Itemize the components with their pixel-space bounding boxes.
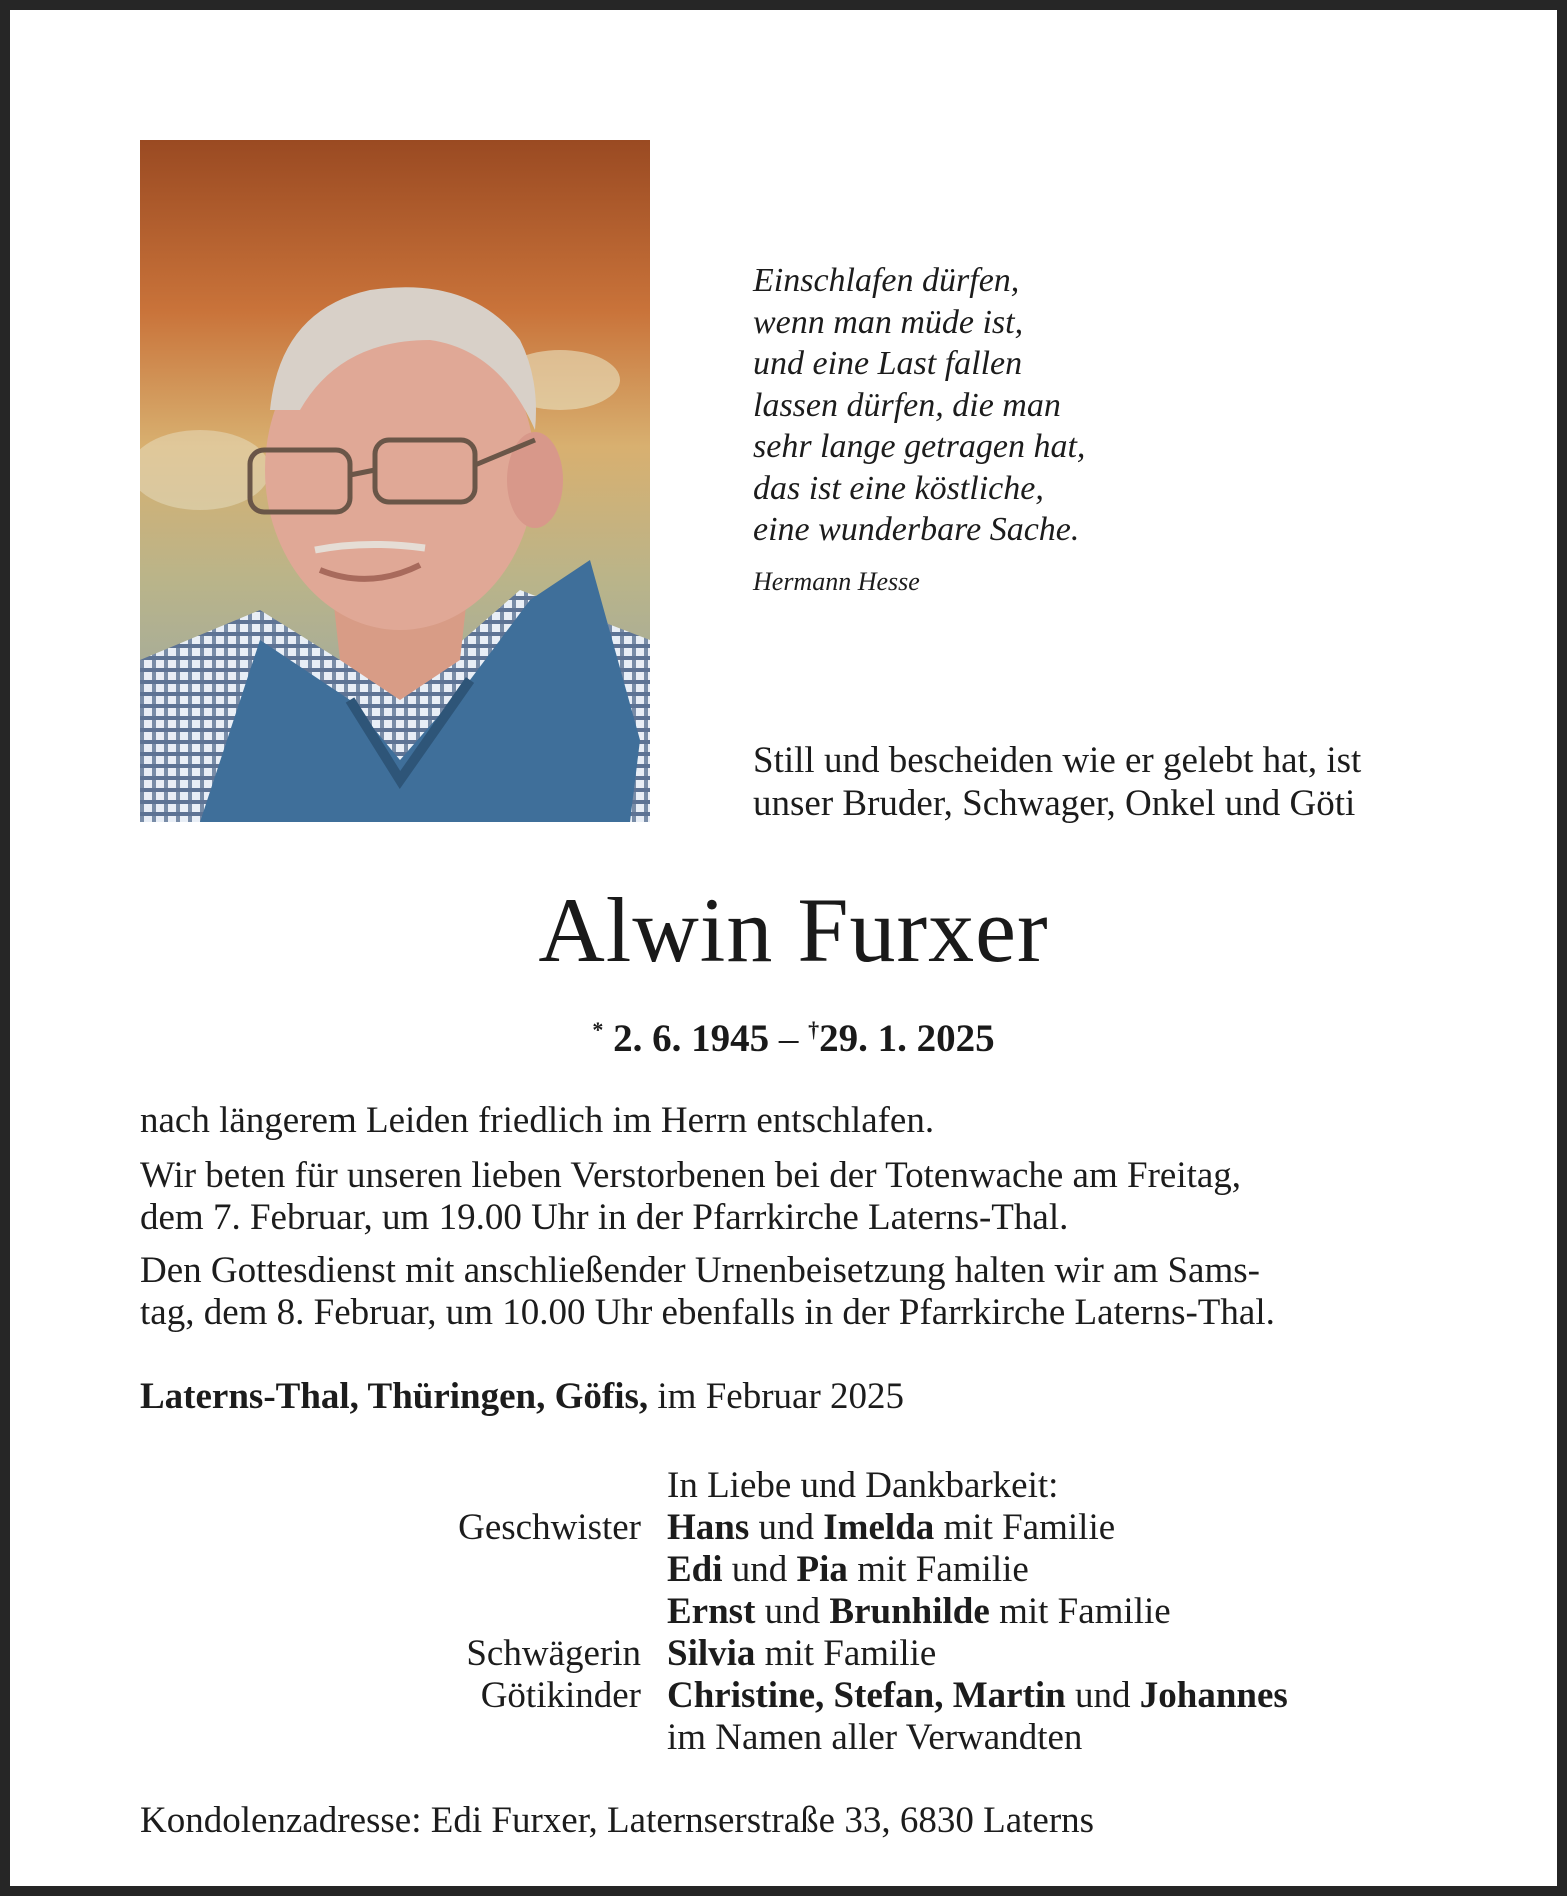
mourner-name: Hans <box>667 1507 750 1548</box>
announcement-line: Den Gottesdienst mit anschließender Urnenbeisetzung halten wir am Sams- <box>140 1250 1260 1291</box>
intro-line: unser Bruder, Schwager, Onkel und Göti <box>753 783 1356 824</box>
announcement-p3 <box>140 1250 1460 1334</box>
condolence-address: Kondolenzadresse: Edi Furxer, Laternserstraße 33, 6830 Laterns <box>140 1800 1095 1841</box>
announcement-line: dem 7. Februar, um 19.00 Uhr in der Pfarrkirche Laterns-Thal. <box>140 1197 1069 1238</box>
mourners-row <box>140 1549 1470 1591</box>
family-suffix: mit Familie <box>755 1633 937 1674</box>
announcement-line: Wir beten für unseren lieben Verstorbenen bei der Totenwache am Freitag, <box>140 1155 1242 1196</box>
family-suffix: mit Familie <box>989 1591 1171 1632</box>
place-and-date <box>140 1375 904 1419</box>
birth-symbol: * <box>592 1017 604 1042</box>
quote-author: Hermann Hesse <box>753 567 920 596</box>
quote-line: und eine Last fallen <box>753 345 1023 382</box>
conjunction: und <box>722 1549 797 1590</box>
quote-line: sehr lange getragen hat, <box>753 428 1086 465</box>
death-symbol: † <box>808 1017 820 1042</box>
family-suffix: mit Familie <box>847 1549 1029 1590</box>
quote-line: Einschlafen dürfen, <box>753 262 1020 299</box>
mourner-names <box>667 1633 1470 1675</box>
mourner-name: Silvia <box>667 1633 756 1674</box>
mourners-heading: In Liebe und Dankbarkeit: <box>667 1465 1059 1506</box>
conjunction: und <box>749 1507 824 1548</box>
place-names: Laterns-Thal, Thüringen, Göfis, <box>140 1376 649 1417</box>
intro-line: Still und bescheiden wie er gelebt hat, ist <box>753 740 1362 781</box>
conjunction: und <box>1065 1675 1140 1716</box>
relation-label: Geschwister <box>458 1507 641 1548</box>
portrait-photo <box>140 140 650 822</box>
birth-date: 2. 6. 1945 <box>613 1017 770 1060</box>
intro-text <box>753 739 1473 825</box>
announcement-p1 <box>140 1100 1460 1142</box>
mourners-row <box>140 1633 1470 1675</box>
mourner-names <box>667 1507 1470 1549</box>
announcement-line: tag, dem 8. Februar, um 10.00 Uhr ebenfalls in der Pfarrkirche Laterns-Thal. <box>140 1292 1275 1333</box>
relation-label: Schwägerin <box>466 1633 641 1674</box>
mourner-name: Christine, Stefan, Martin <box>667 1675 1066 1716</box>
quote-line: das ist eine köstliche, <box>753 469 1044 507</box>
mourner-name: Ernst <box>667 1591 756 1632</box>
mourner-names <box>667 1675 1470 1717</box>
death-date: 29. 1. 2025 <box>819 1017 995 1060</box>
mourner-name: Brunhilde <box>829 1591 990 1632</box>
mourner-name: Johannes <box>1139 1675 1288 1716</box>
quote-line: lassen dürfen, die man <box>753 386 1061 424</box>
mourners-row <box>140 1465 1470 1507</box>
announcement-p2 <box>140 1155 1460 1239</box>
deceased-name: Alwin Furxer <box>538 879 1049 981</box>
date-separator: – <box>778 1017 799 1060</box>
mourners-row <box>140 1717 1470 1759</box>
date-text: im Februar 2025 <box>648 1376 905 1417</box>
life-dates <box>10 1005 1567 1064</box>
mourners-row <box>140 1675 1470 1717</box>
quote-line: wenn man müde ist, <box>753 303 1024 341</box>
mourner-name: Edi <box>667 1549 723 1590</box>
conjunction: und <box>755 1591 830 1632</box>
quote-line: eine wunderbare Sache. <box>753 511 1080 548</box>
mourners-closing: im Namen aller Verwandten <box>667 1717 1083 1758</box>
mourner-name: Imelda <box>823 1507 935 1548</box>
family-suffix: mit Familie <box>934 1507 1116 1548</box>
relation-label: Götikinder <box>480 1675 641 1716</box>
mourners-block <box>140 1465 1470 1759</box>
announcement-line: nach längerem Leiden friedlich im Herrn entschlafen. <box>140 1100 935 1141</box>
mourners-row <box>140 1591 1470 1633</box>
mourners-row <box>140 1507 1470 1549</box>
mourner-names <box>667 1591 1470 1633</box>
mourner-name: Pia <box>796 1549 848 1590</box>
mourner-names <box>667 1549 1470 1591</box>
quote-text <box>753 260 1313 551</box>
